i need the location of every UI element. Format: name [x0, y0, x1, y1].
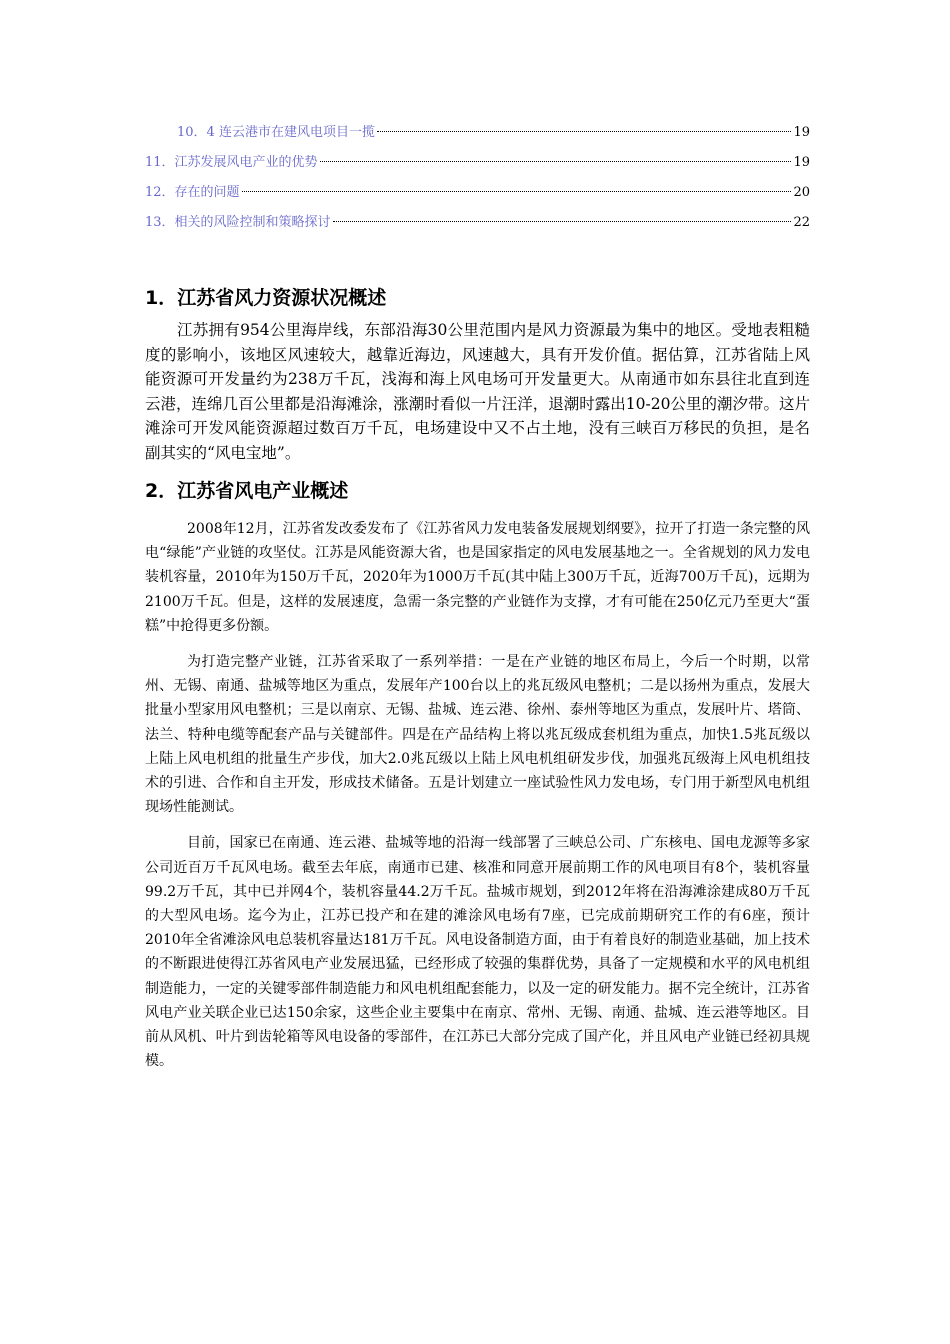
- toc-item-page: 19: [793, 125, 810, 140]
- toc-dot-leader: [242, 191, 792, 192]
- toc-item-title[interactable]: 11．江苏发展风电产业的优势: [145, 155, 318, 170]
- document-page: [145, 118, 810, 1085]
- toc-item-title[interactable]: 13．相关的风险控制和策略探讨: [145, 215, 331, 230]
- section-1-paragraph: 江苏拥有954公里海岸线，东部沿海30公里范围内是风力资源最为集中的地区。受地表粗糙度的影响小，该地区风速较大，越靠近海边，风速越大，具有开发价值。据估算，江苏省陆上风能资源可开发量约为238万千瓦，浅海和海上风电场可开发量更大。从南通市如东县往北直到连云港，连绵几百公里都是沿海滩涂，涨潮时看似一片汪洋，退潮时露出10-20公里的潮汐带。这片滩涂可开发风能资源超过数百万千瓦，电场建设中又不占土地，没有三峡百万移民的负担，是名副其实的“风电宝地”。: [145, 321, 810, 462]
- section-2-paragraph-2: 为打造完整产业链，江苏省采取了一系列举措：一是在产业链的地区布局上，今后一个时期，以常州、无锡、南通、盐城等地区为重点，发展年产100台以上的兆瓦级风电整机；二是以扬州为重点，发展大批量小型家用风电整机；三是以南京、无锡、盐城、连云港、徐州、泰州等地区为重点，发展叶片、塔筒、法兰、特种电缆等配套产品与关键部件。四是在产品结构上将以兆瓦级成套机组为重点，加快1.5兆瓦级以上陆上风电机组的批量生产步伐，加大2.0兆瓦级以上陆上风电机组研发步伐，加强兆瓦级海上风电机组技术的引进、合作和自主开发，形成技术储备。五是计划建立一座试验性风力发电场，专门用于新型风电机组现场性能测试。: [145, 654, 810, 816]
- toc-item-title[interactable]: 10．4 连云港市在建风电项目一揽: [177, 125, 375, 140]
- toc-dot-leader: [377, 131, 792, 132]
- toc-item[interactable]: [145, 208, 810, 238]
- section-2-paragraph-1: 2008年12月，江苏省发改委发布了《江苏省风力发电装备发展规划纲要》，拉开了打造一条完整的风电“绿能”产业链的攻坚仗。江苏是风能资源大省，也是国家指定的风电发展基地之一。全省规划的风力发电装机容量，2010年为150万千瓦，2020年为1000万千瓦(其中陆上300万千瓦，近海700万千瓦)，远期为2100万千瓦。但是，这样的发展速度，急需一条完整的产业链作为支撑，才有可能在250亿元乃至更大“蛋糕”中抢得更多份额。: [145, 521, 810, 634]
- toc-item-page: 19: [793, 155, 810, 170]
- toc-item-page: 20: [793, 185, 810, 200]
- toc-item-page: 22: [793, 215, 810, 230]
- section-heading-1: 1．江苏省风力资源状况概述: [145, 287, 387, 309]
- toc-item[interactable]: [145, 148, 810, 178]
- toc-dot-leader: [320, 161, 792, 162]
- table-of-contents: [145, 118, 810, 238]
- toc-item[interactable]: [145, 178, 810, 208]
- toc-item-title[interactable]: 12．存在的问题: [145, 185, 240, 200]
- section-heading-2: 2．江苏省风电产业概述: [145, 480, 349, 502]
- toc-item[interactable]: [145, 118, 810, 148]
- toc-dot-leader: [333, 221, 792, 222]
- section-2-paragraph-3: 目前，国家已在南通、连云港、盐城等地的沿海一线部署了三峡总公司、广东核电、国电龙源等多家公司近百万千瓦风电场。截至去年底，南通市已建、核准和同意开展前期工作的风电项目有8个，装机容量99.2万千瓦，其中已并网4个，装机容量44.2万千瓦。盐城市规划，到2012年将在沿海滩涂建成80万千瓦的大型风电场。迄今为止，江苏已投产和在建的滩涂风电场有7座，已完成前期研究工作的有6座，预计2010年全省滩涂风电总装机容量达181万千瓦。风电设备制造方面，由于有着良好的制造业基础，加上技术的不断跟进使得江苏省风电产业发展迅猛，已经形成了较强的集群优势，具备了一定规模和水平的风电机组制造能力，一定的关键零部件制造能力和风电机组配套能力，以及一定的研发能力。据不完全统计，江苏省风电产业关联企业已达150余家，这些企业主要集中在南京、常州、无锡、南通、盐城、连云港等地区。目前从风机、叶片到齿轮箱等风电设备的零部件，在江苏已大部分完成了国产化，并且风电产业链已经初具规模。: [145, 835, 810, 1070]
